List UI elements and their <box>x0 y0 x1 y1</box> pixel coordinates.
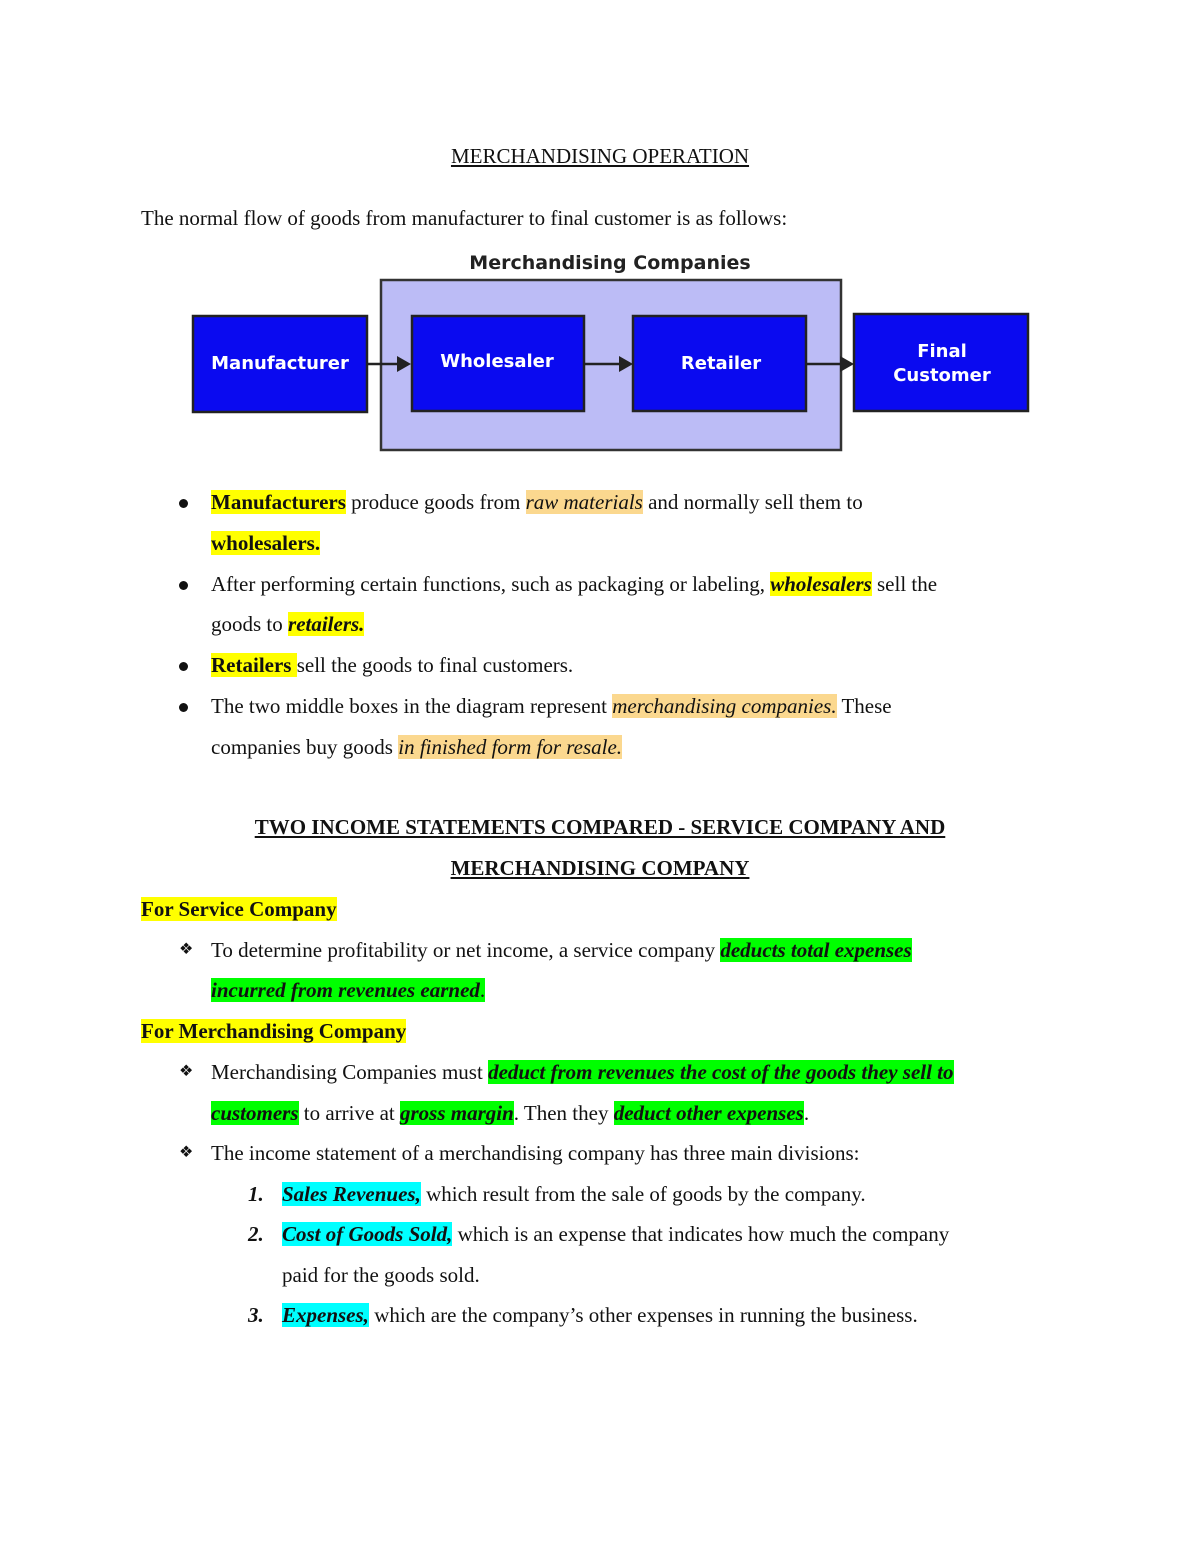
box-wholesaler <box>412 316 584 411</box>
service-text: To determine profitability or net income, a service company deducts total expenses <box>211 938 912 962</box>
diamond-bullet-icon: ❖ <box>179 1144 194 1161</box>
diagram-title: Merchandising Companies <box>469 252 751 274</box>
box-retailer-label: Retailer <box>680 353 762 374</box>
list-number: 1. <box>248 1182 264 1206</box>
service-text-cont: incurred from revenues earned. <box>211 978 486 1002</box>
bullet-dot <box>179 499 188 508</box>
box-manufacturer-label: Manufacturer <box>211 353 349 374</box>
merch-divisions-text: The income statement of a merchandising company has three main divisions: <box>211 1141 860 1165</box>
division-sales-revenues: Sales Revenues, which result from the sale of goods by the company. <box>282 1182 866 1206</box>
section-heading-line1: TWO INCOME STATEMENTS COMPARED - SERVICE COMPANY AND <box>254 815 946 839</box>
division-cost-of-goods-sold: Cost of Goods Sold, which is an expense that indicates how much the company <box>282 1222 950 1246</box>
service-label: For Service Company <box>141 897 337 921</box>
merch-text-cont: customers to arrive at gross margin. Then they deduct other expenses. <box>211 1101 810 1125</box>
merch-label: For Merchandising Company <box>141 1019 407 1043</box>
section-heading-line2: MERCHANDISING COMPANY <box>450 856 750 880</box>
box-manufacturer <box>193 316 367 412</box>
box-final-customer <box>854 314 1028 411</box>
bullet-merchandising-companies-cont: companies buy goods in finished form for resale. <box>211 735 623 759</box>
bullet-dot <box>179 662 188 671</box>
list-number: 2. <box>248 1222 264 1246</box>
diamond-bullet-icon: ❖ <box>179 1063 194 1080</box>
bullet-retailers: Retailers sell the goods to final customers. <box>211 653 574 677</box>
page-title: MERCHANDISING OPERATION <box>450 144 750 168</box>
intro-text: The normal flow of goods from manufacturer to final customer is as follows: <box>141 206 788 230</box>
diamond-bullet-icon: ❖ <box>179 941 194 958</box>
list-number: 3. <box>248 1303 264 1327</box>
box-customer-label: Customer <box>893 365 991 386</box>
box-wholesaler-label: Wholesaler <box>440 351 554 372</box>
merch-text: Merchandising Companies must deduct from revenues the cost of the goods they sell to <box>211 1060 954 1084</box>
bullet-dot <box>179 703 188 712</box>
division-expenses: Expenses, which are the company’s other expenses in running the business. <box>282 1303 918 1327</box>
bullet-wholesalers-cont: goods to retailers. <box>211 612 365 636</box>
division-cost-of-goods-sold-cont: paid for the goods sold. <box>282 1263 480 1287</box>
bullet-merchandising-companies: The two middle boxes in the diagram represent merchandising companies. These <box>211 694 892 718</box>
bullet-wholesalers: After performing certain functions, such as packaging or labeling, wholesalers sell the <box>211 572 938 596</box>
bullet-manufacturers: Manufacturers produce goods from raw materials and normally sell them to <box>211 490 863 514</box>
box-final-label: Final <box>917 341 967 362</box>
flow-diagram <box>185 248 1035 456</box>
box-retailer <box>633 316 806 411</box>
bullet-dot <box>179 581 188 590</box>
bullet-manufacturers-cont: wholesalers. <box>211 531 321 555</box>
